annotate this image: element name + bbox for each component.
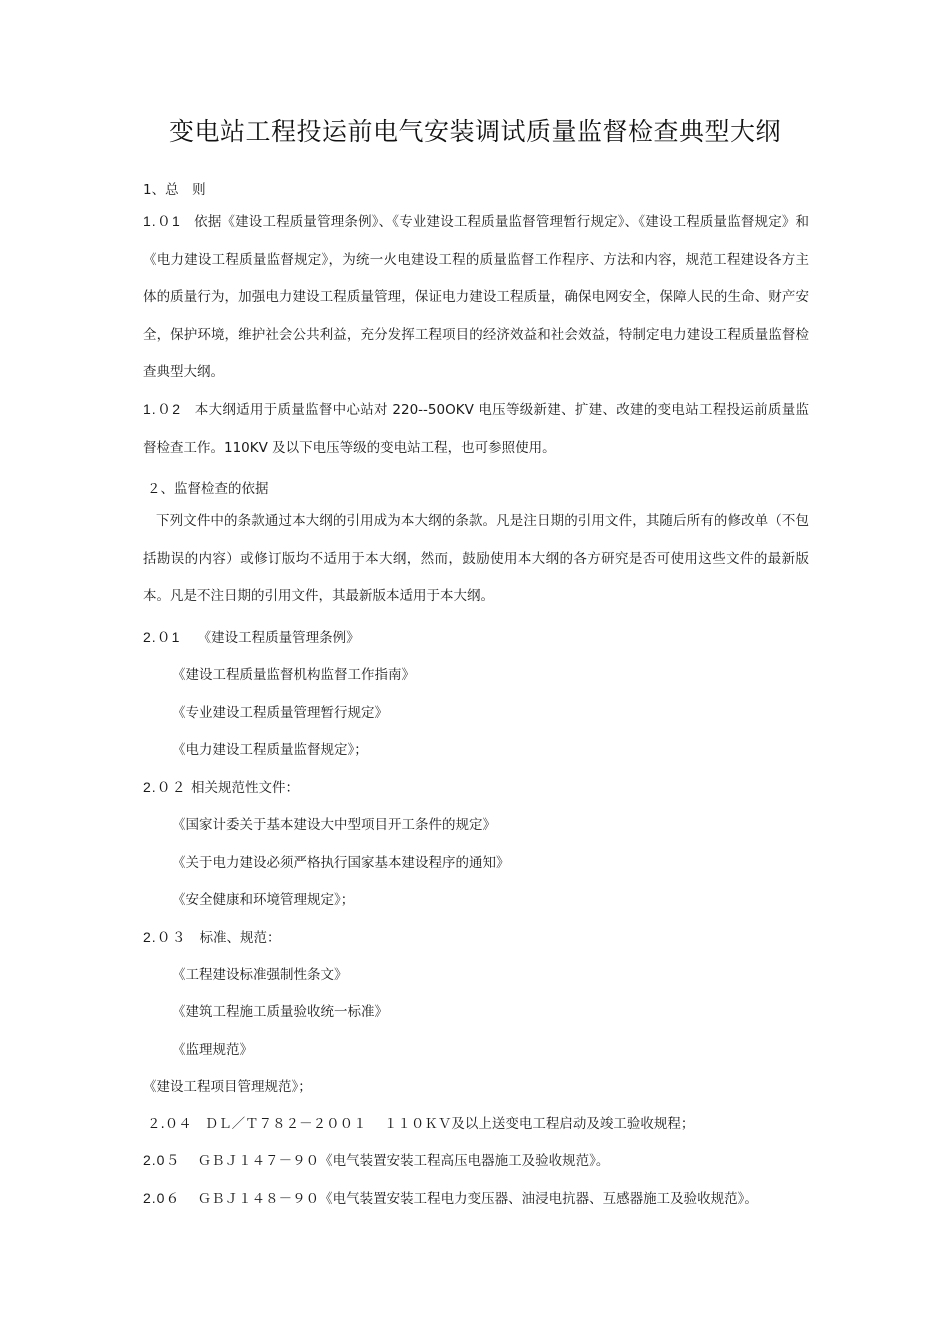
clause-2-06-code: ＧＢＪ１４８－９０ <box>197 1191 320 1207</box>
clause-1-01 <box>143 203 809 392</box>
list-item: 《关于电力建设必须严格执行国家基本建设程序的通知》 <box>172 855 510 871</box>
clause-2-01-item: 《建设工程质量管理条例》 <box>197 630 360 646</box>
clause-2-06 <box>143 1187 758 1208</box>
clause-2-01-label: 2.０1 <box>143 629 181 645</box>
list-item: 《国家计委关于基本建设大中型项目开工条件的规定》 <box>172 817 496 833</box>
list-item: 《工程建设标准强制性条文》 <box>172 967 348 983</box>
clause-2-04 <box>147 1112 694 1132</box>
clause-2-02 <box>143 776 299 797</box>
clause-2-03 <box>143 926 281 947</box>
list-item: 《建筑工程施工质量验收统一标准》 <box>172 1004 388 1020</box>
list-item: 《安全健康和环境管理规定》； <box>172 892 355 908</box>
clause-1-01-text: 依据《建设工程质量管理条例》、《专业建设工程质量监督管理暂行规定》、《建设工程质量监督规定》和《电力建设工程质量监督规定》，为统一火电建设工程的质量监督工作程序、方法和内容，规范工程建设各方主体的质量行为，加强电力建设工程质量管理，保证电力建设工程质量，确保电网安全，保障人民的生命、财产安全，保护环境，维护社会公共利益，充分发挥工程项目的经济效益和社会效益，特制定电力建设工程质量监督检查典型大纲。 <box>143 214 810 380</box>
section-2-intro: 下列文件中的条款通过本大纲的引用成为本大纲的条款。凡是注日期的引用文件，其随后所有的修改单（不包括勘误的内容）或修订版均不适用于本大纲，然而，鼓励使用本大纲的各方研究是否可使用这些文件的最新版本。凡是不注日期的引用文件，其最新版本适用于本大纲。 <box>143 513 809 604</box>
clause-2-03-label: 2.０３ <box>143 929 187 945</box>
clause-2-04-text: １１０ＫＶ及以上送变电工程启动及竣工验收规程； <box>383 1116 695 1132</box>
clause-2-06-label: 2.0６ <box>143 1190 181 1206</box>
clause-2-02-text: 相关规范性文件： <box>190 780 299 796</box>
document-title: 变电站工程投运前电气安装调试质量监督检查典型大纲 <box>168 117 781 146</box>
clause-2-01 <box>143 626 360 647</box>
list-item: 《建设工程项目管理规范》； <box>143 1079 312 1095</box>
section-1-heading: 1、总 则 <box>143 182 206 198</box>
clause-2-03-text: 标准、规范： <box>199 930 281 946</box>
list-item: 《专业建设工程质量管理暂行规定》 <box>172 705 388 721</box>
clause-2-04-label: ２.０４ <box>147 1116 192 1132</box>
list-item: 《电力建设工程质量监督规定》； <box>172 742 368 758</box>
section-2-heading: ２、监督检查的依据 <box>147 481 269 497</box>
clause-2-02-label: 2.０２ <box>143 779 187 795</box>
clause-2-05-text: 《电气装置安装工程高压电器施工及验收规范》。 <box>319 1153 610 1169</box>
clause-1-01-label: 1.０1 <box>143 213 181 229</box>
clause-2-06-text: 《电气装置安装工程电力变压器、油浸电抗器、互感器施工及验收规范》。 <box>319 1191 758 1207</box>
clause-1-02 <box>143 391 809 467</box>
clause-1-02-label: 1.０2 <box>143 401 182 417</box>
clause-1-02-text: 本大纲适用于质量监督中心站对 220--50OKV 电压等级新建、扩建、改建的变电站工程投运前质量监督检查工作。110KV 及以下电压等级的变电站工程，也可参照使用。 <box>143 402 810 456</box>
list-item: 《建设工程质量监督机构监督工作指南》 <box>172 667 415 683</box>
clause-2-05-label: 2.0５ <box>143 1152 181 1168</box>
clause-2-05 <box>143 1149 609 1170</box>
clause-2-05-code: ＧＢＪ１４７－９０ <box>197 1153 320 1169</box>
list-item: 《监理规范》 <box>172 1042 253 1058</box>
clause-2-04-code: ＤＬ／Ｔ７８２－２００１ <box>204 1116 367 1132</box>
